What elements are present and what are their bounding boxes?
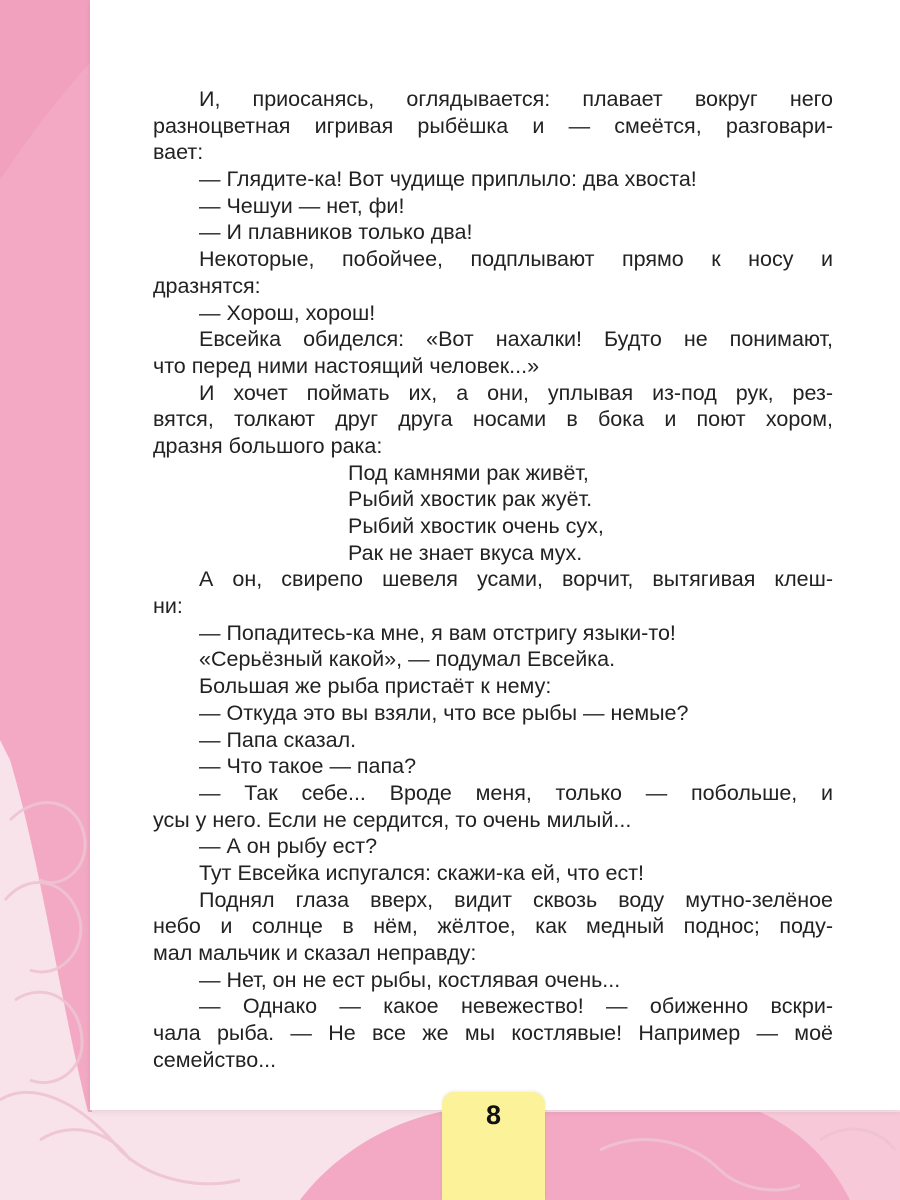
text-line: — Нет, он не ест рыбы, костлявая очень...	[199, 967, 621, 992]
text-line: — Папа сказал.	[199, 727, 357, 752]
text-line: разноцветная игривая рыбёшка и — смеётся, разговари-	[153, 113, 833, 138]
page-number: 8	[485, 1100, 502, 1130]
text-line: дразня большого рака:	[153, 433, 383, 458]
text-line: чала рыба. — Не все же мы костлявые! Например — моё	[153, 1021, 833, 1046]
text-line: — А он рыбу ест?	[199, 834, 378, 859]
text-line: небо и солнце в нём, жёлтое, как медный поднос; поду-	[153, 914, 833, 939]
text-line: Тут Евсейка испугался: скажи-ка ей, что ест!	[199, 860, 645, 885]
text-line: И, приосанясь, оглядывается: плавает вокруг него	[199, 87, 833, 111]
text-line: — Чешуи — нет, фи!	[199, 193, 405, 218]
text-line: — Откуда это вы взяли, что все рыбы — немые?	[199, 700, 689, 725]
text-line: — И плавников только два!	[199, 220, 473, 245]
text-line: вятся, толкают друг друга носами в бока и поют хором,	[153, 407, 833, 432]
text-line: — Попадитесь-ка мне, я вам отстригу языки-то!	[199, 620, 676, 645]
text-line: И хочет поймать их, а они, уплывая из-под рук, рез-	[199, 380, 833, 405]
poem-line: Под камнями рак живёт,	[348, 460, 589, 485]
poem-line: Рыбий хвостик рак жуёт.	[348, 487, 593, 512]
text-line: усы у него. Если не сердится, то очень милый...	[153, 807, 632, 832]
text-line: — Хорош, хорош!	[199, 300, 376, 325]
text-line: мал мальчик и сказал неправду:	[153, 941, 477, 965]
text-line: — Что такое — папа?	[199, 754, 417, 779]
text-line: Евсейка обиделся: «Вот нахалки! Будто не понимают,	[199, 327, 833, 352]
book-page	[90, 0, 900, 1110]
poem-line: Рак не знает вкуса мух.	[348, 540, 583, 565]
story-text	[153, 86, 833, 1073]
text-line: что перед ними настоящий человек...»	[153, 353, 540, 378]
page-number-tab	[442, 1092, 545, 1200]
text-line: Большая же рыба пристаёт к нему:	[199, 674, 552, 699]
text-line: Некоторые, побойчее, подплывают прямо к носу и	[199, 247, 833, 272]
text-line: дразнятся:	[153, 273, 261, 298]
text-line: вает:	[153, 140, 204, 165]
text-line: — Однако — какое невежество! — обиженно вскри-	[199, 994, 833, 1019]
text-line: ни:	[153, 594, 183, 619]
poem-line: Рыбий хвостик очень сух,	[348, 514, 604, 538]
text-line: А он, свирепо шевеля усами, ворчит, вытягивая клеш-	[199, 567, 833, 592]
text-line: Поднял глаза вверх, видит сквозь воду мутно-зелёное	[199, 887, 833, 912]
text-line: — Глядите-ка! Вот чудище приплыло: два хвоста!	[199, 167, 697, 192]
text-line: «Серьёзный какой», — подумал Евсейка.	[199, 647, 616, 672]
text-line: семейство...	[153, 1047, 277, 1072]
text-line: — Так себе... Вроде меня, только — побольше, и	[199, 780, 833, 805]
